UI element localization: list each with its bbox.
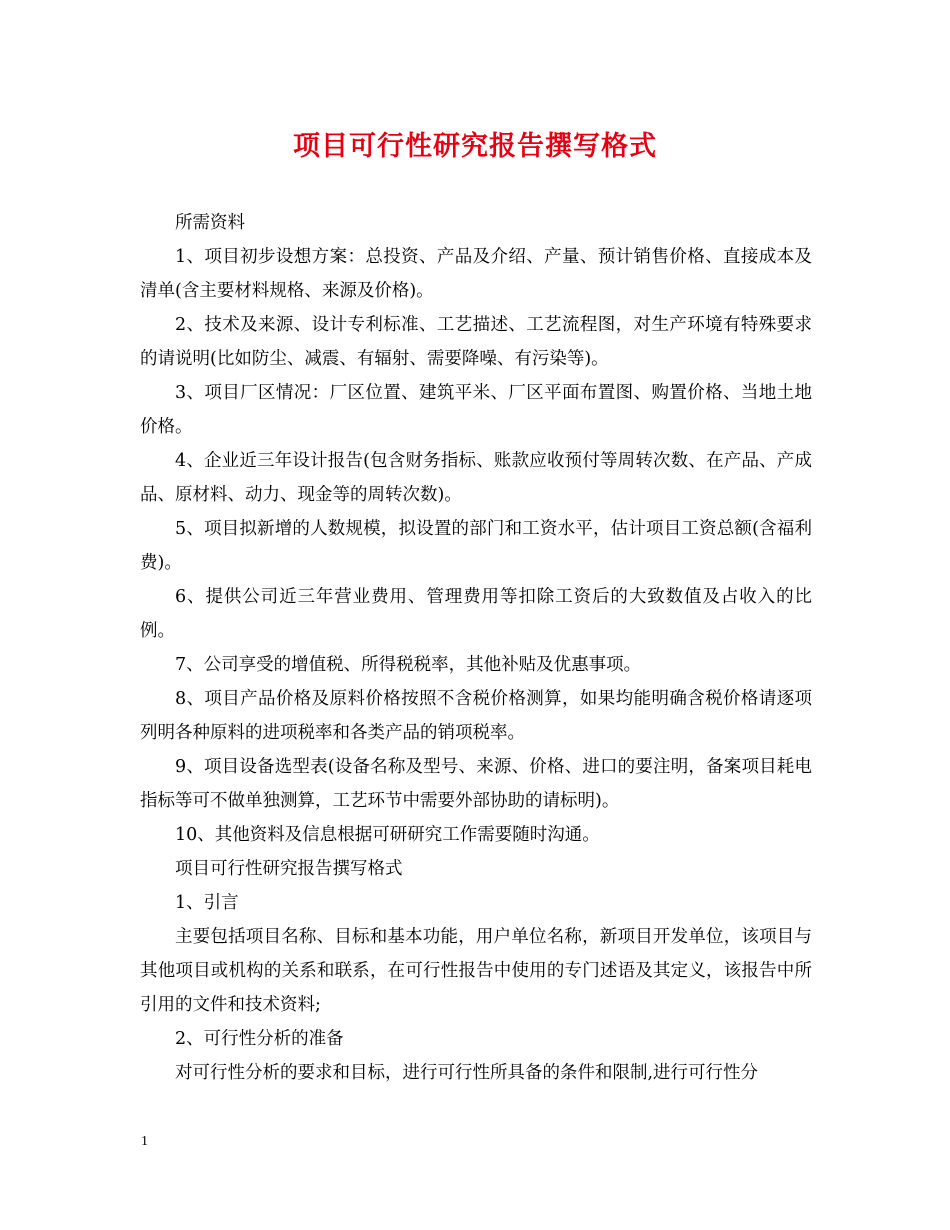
body-paragraph: 7、公司享受的增值税、所得税税率，其他补贴及优惠事项。 xyxy=(175,655,642,675)
body-paragraph: 8、项目产品价格及原料价格按照不含税价格测算，如果均能明确含税价格请逐项列明各种原料的进项税率和各类产品的销项税率。 xyxy=(140,689,812,743)
section-heading: 项目可行性研究报告撰写格式 xyxy=(175,859,403,879)
body-paragraph: 5、项目拟新增的人数规模，拟设置的部门和工资水平，估计项目工资总额(含福利费)。 xyxy=(140,519,812,573)
section-heading: 2、可行性分析的准备 xyxy=(175,1029,344,1049)
section-heading: 1、引言 xyxy=(175,893,239,913)
document-body xyxy=(140,206,812,1090)
page-number: 1 xyxy=(141,1134,148,1149)
body-paragraph: 3、项目厂区情况：厂区位置、建筑平米、厂区平面布置图、购置价格、当地土地价格。 xyxy=(140,383,812,437)
body-paragraph: 9、项目设备选型表(设备名称及型号、来源、价格、进口的要注明，备案项目耗电指标等可不做单独测算，工艺环节中需要外部协助的请标明)。 xyxy=(140,757,812,811)
document-title: 项目可行性研究报告撰写格式 xyxy=(293,131,657,162)
body-paragraph: 2、技术及来源、设计专利标准、工艺描述、工艺流程图，对生产环境有特殊要求的请说明(比如防尘、减震、有辐射、需要降噪、有污染等)。 xyxy=(140,315,812,369)
body-paragraph: 对可行性分析的要求和目标，进行可行性所具备的条件和限制,进行可行性分 xyxy=(175,1063,759,1083)
body-paragraph: 主要包括项目名称、目标和基本功能，用户单位名称，新项目开发单位，该项目与其他项目或机构的关系和联系，在可行性报告中使用的专门述语及其定义，该报告中所引用的文件和技术资料; xyxy=(140,927,812,1015)
body-paragraph: 1、项目初步设想方案：总投资、产品及介绍、产量、预计销售价格、直接成本及清单(含主要材料规格、来源及价格)。 xyxy=(140,247,812,301)
body-paragraph: 所需资料 xyxy=(175,213,245,233)
body-paragraph: 10、其他资料及信息根据可研研究工作需要随时沟通。 xyxy=(175,825,600,845)
body-paragraph: 6、提供公司近三年营业费用、管理费用等扣除工资后的大致数值及占收入的比例。 xyxy=(140,587,812,641)
body-paragraph: 4、企业近三年设计报告(包含财务指标、账款应收预付等周转次数、在产品、产成品、原材料、动力、现金等的周转次数)。 xyxy=(140,451,812,505)
